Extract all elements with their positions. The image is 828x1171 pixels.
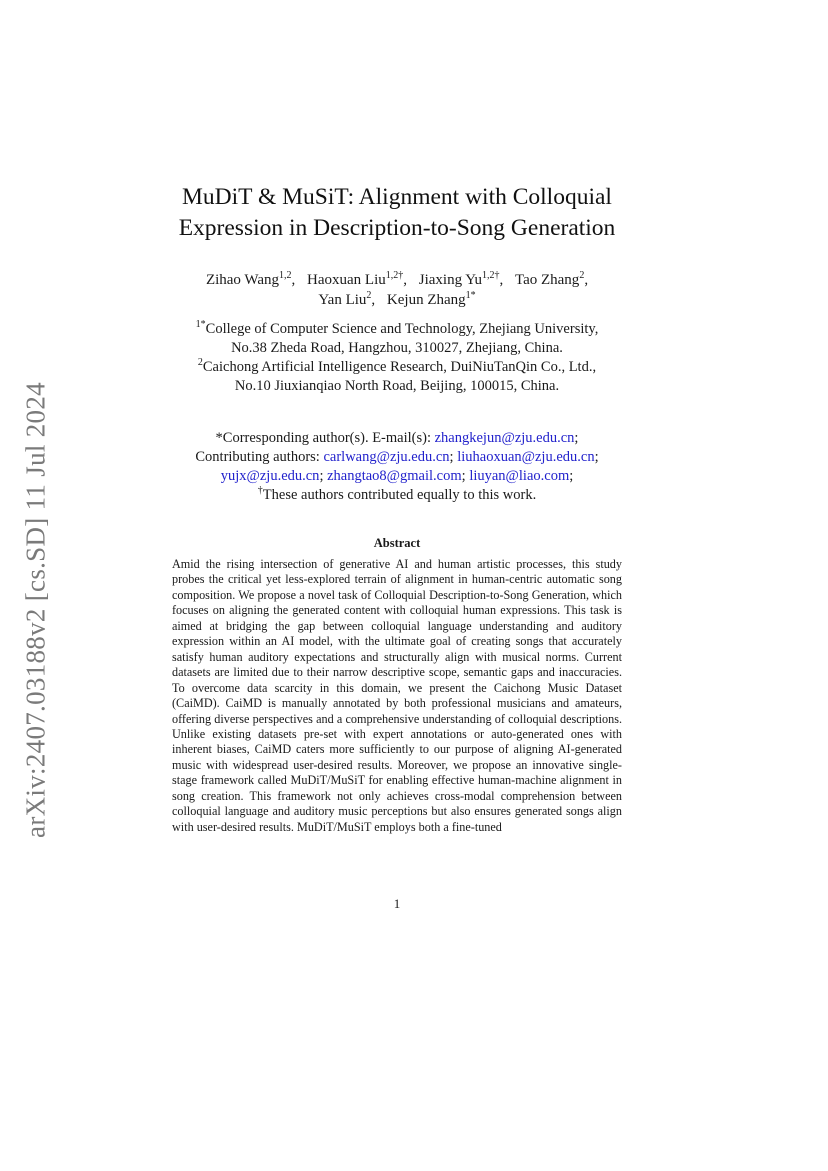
corresponding-line: *Corresponding author(s). E-mail(s): zhangkejun@zju.edu.cn; xyxy=(215,430,579,446)
email-link[interactable]: zhangkejun@zju.edu.cn xyxy=(434,430,575,446)
title-line-2: Expression in Description-to-Song Generation xyxy=(178,215,616,241)
affiliation-2-line-2: No.10 Jiuxianqiao North Road, Beijing, 100015, China. xyxy=(234,378,560,394)
author-line-2 xyxy=(100,290,694,310)
paper-title xyxy=(100,182,694,244)
abstract-heading: Abstract xyxy=(373,536,421,550)
author: Kejun Zhang$^{1*}$ xyxy=(386,290,476,308)
contributing-line-2: yujx@zju.edu.cn; zhangtao8@gmail.com; liuyan@liao.com; xyxy=(220,468,574,484)
email-link[interactable]: liuhaoxuan@zju.edu.cn xyxy=(457,449,595,465)
email-link[interactable]: carlwang@zju.edu.cn xyxy=(323,449,450,465)
author: Tao Zhang$^2$, xyxy=(514,270,589,288)
author: Yan Liu$^2$, xyxy=(318,290,376,308)
author: Jiaxing $Yu^{1,2\dagger}$, xyxy=(418,270,504,288)
page-number: 1 xyxy=(393,896,401,911)
email-link[interactable]: liuyan@liao.com xyxy=(469,468,570,484)
arxiv-stamp: arXiv:2407.03188v2 [cs.SD] 11 Jul 2024 xyxy=(20,382,51,838)
equal-contribution-note: †These authors contributed equally to this work. xyxy=(257,485,537,503)
title-line-1: MuDiT & MuSiT: Alignment with Colloquial xyxy=(182,184,612,210)
affiliation-1-line-1: $^{1*}$College of Computer Science and Technology, Zhejiang University, xyxy=(195,319,599,337)
contact-info xyxy=(110,429,684,505)
affiliation-2-line-1: $^2$Caichong Artificial Intelligence Research, DuiNiuTanQin Co., Ltd., xyxy=(197,357,597,375)
abstract-text: Amid the rising intersection of generative AI and human artistic processes, this study probes the critical yet less-explored terrain of alignment in human-centric automatic song composition. We propose a novel task of Colloquial Description-to-Song Generation, which focuses on aligning the generated content with colloquial human expressions. This task is aimed at bridging the gap between colloquial language understanding and auditory expression within an AI model, with the ultimate goal of creating songs that accurately satisfy human auditory expectations and structurally align with musical norms. Current datasets are limited due to their narrow descriptive scope, semantic gaps and inaccuracies. To overcome data scarcity in this domain, we present the Caichong Music Dataset (CaiMD). CaiMD is manually annotated by both professional musicians and amateurs, offering diverse perspectives and a comprehensive understanding of colloquial descriptions. Unlike existing datasets pre-set with expert annotations or auto-generated ones with inherent biases, CaiMD caters more sufficiently to our purpose of aligning AI-generated music with widespread user-desired results. Moreover, we propose an innovative single-stage framework called MuDiT/MuSiT for enabling effective human-machine alignment in song creation. This framework not only achieves cross-modal comprehension between colloquial language and auditory music perceptions but also ensures generated songs align with user-desired results. MuDiT/MuSiT employs both a fine-tuned xyxy=(172,557,622,834)
affiliation-1-line-2: No.38 Zheda Road, Hangzhou, 310027, Zhejiang, China. xyxy=(231,340,563,356)
author-line-1 xyxy=(100,270,694,290)
email-link[interactable]: zhangtao8@gmail.com xyxy=(327,468,462,484)
author: Haoxuan Liu$^{1,2\dagger}$, xyxy=(307,270,408,288)
author: Zihao Wang$^{1,2}$, xyxy=(205,270,296,288)
email-link[interactable]: yujx@zju.edu.cn xyxy=(220,468,320,484)
affiliations xyxy=(110,320,684,396)
author-list xyxy=(100,270,694,310)
contributing-line: Contributing authors: carlwang@zju.edu.cn; liuhaoxuan@zju.edu.cn; xyxy=(195,449,599,465)
